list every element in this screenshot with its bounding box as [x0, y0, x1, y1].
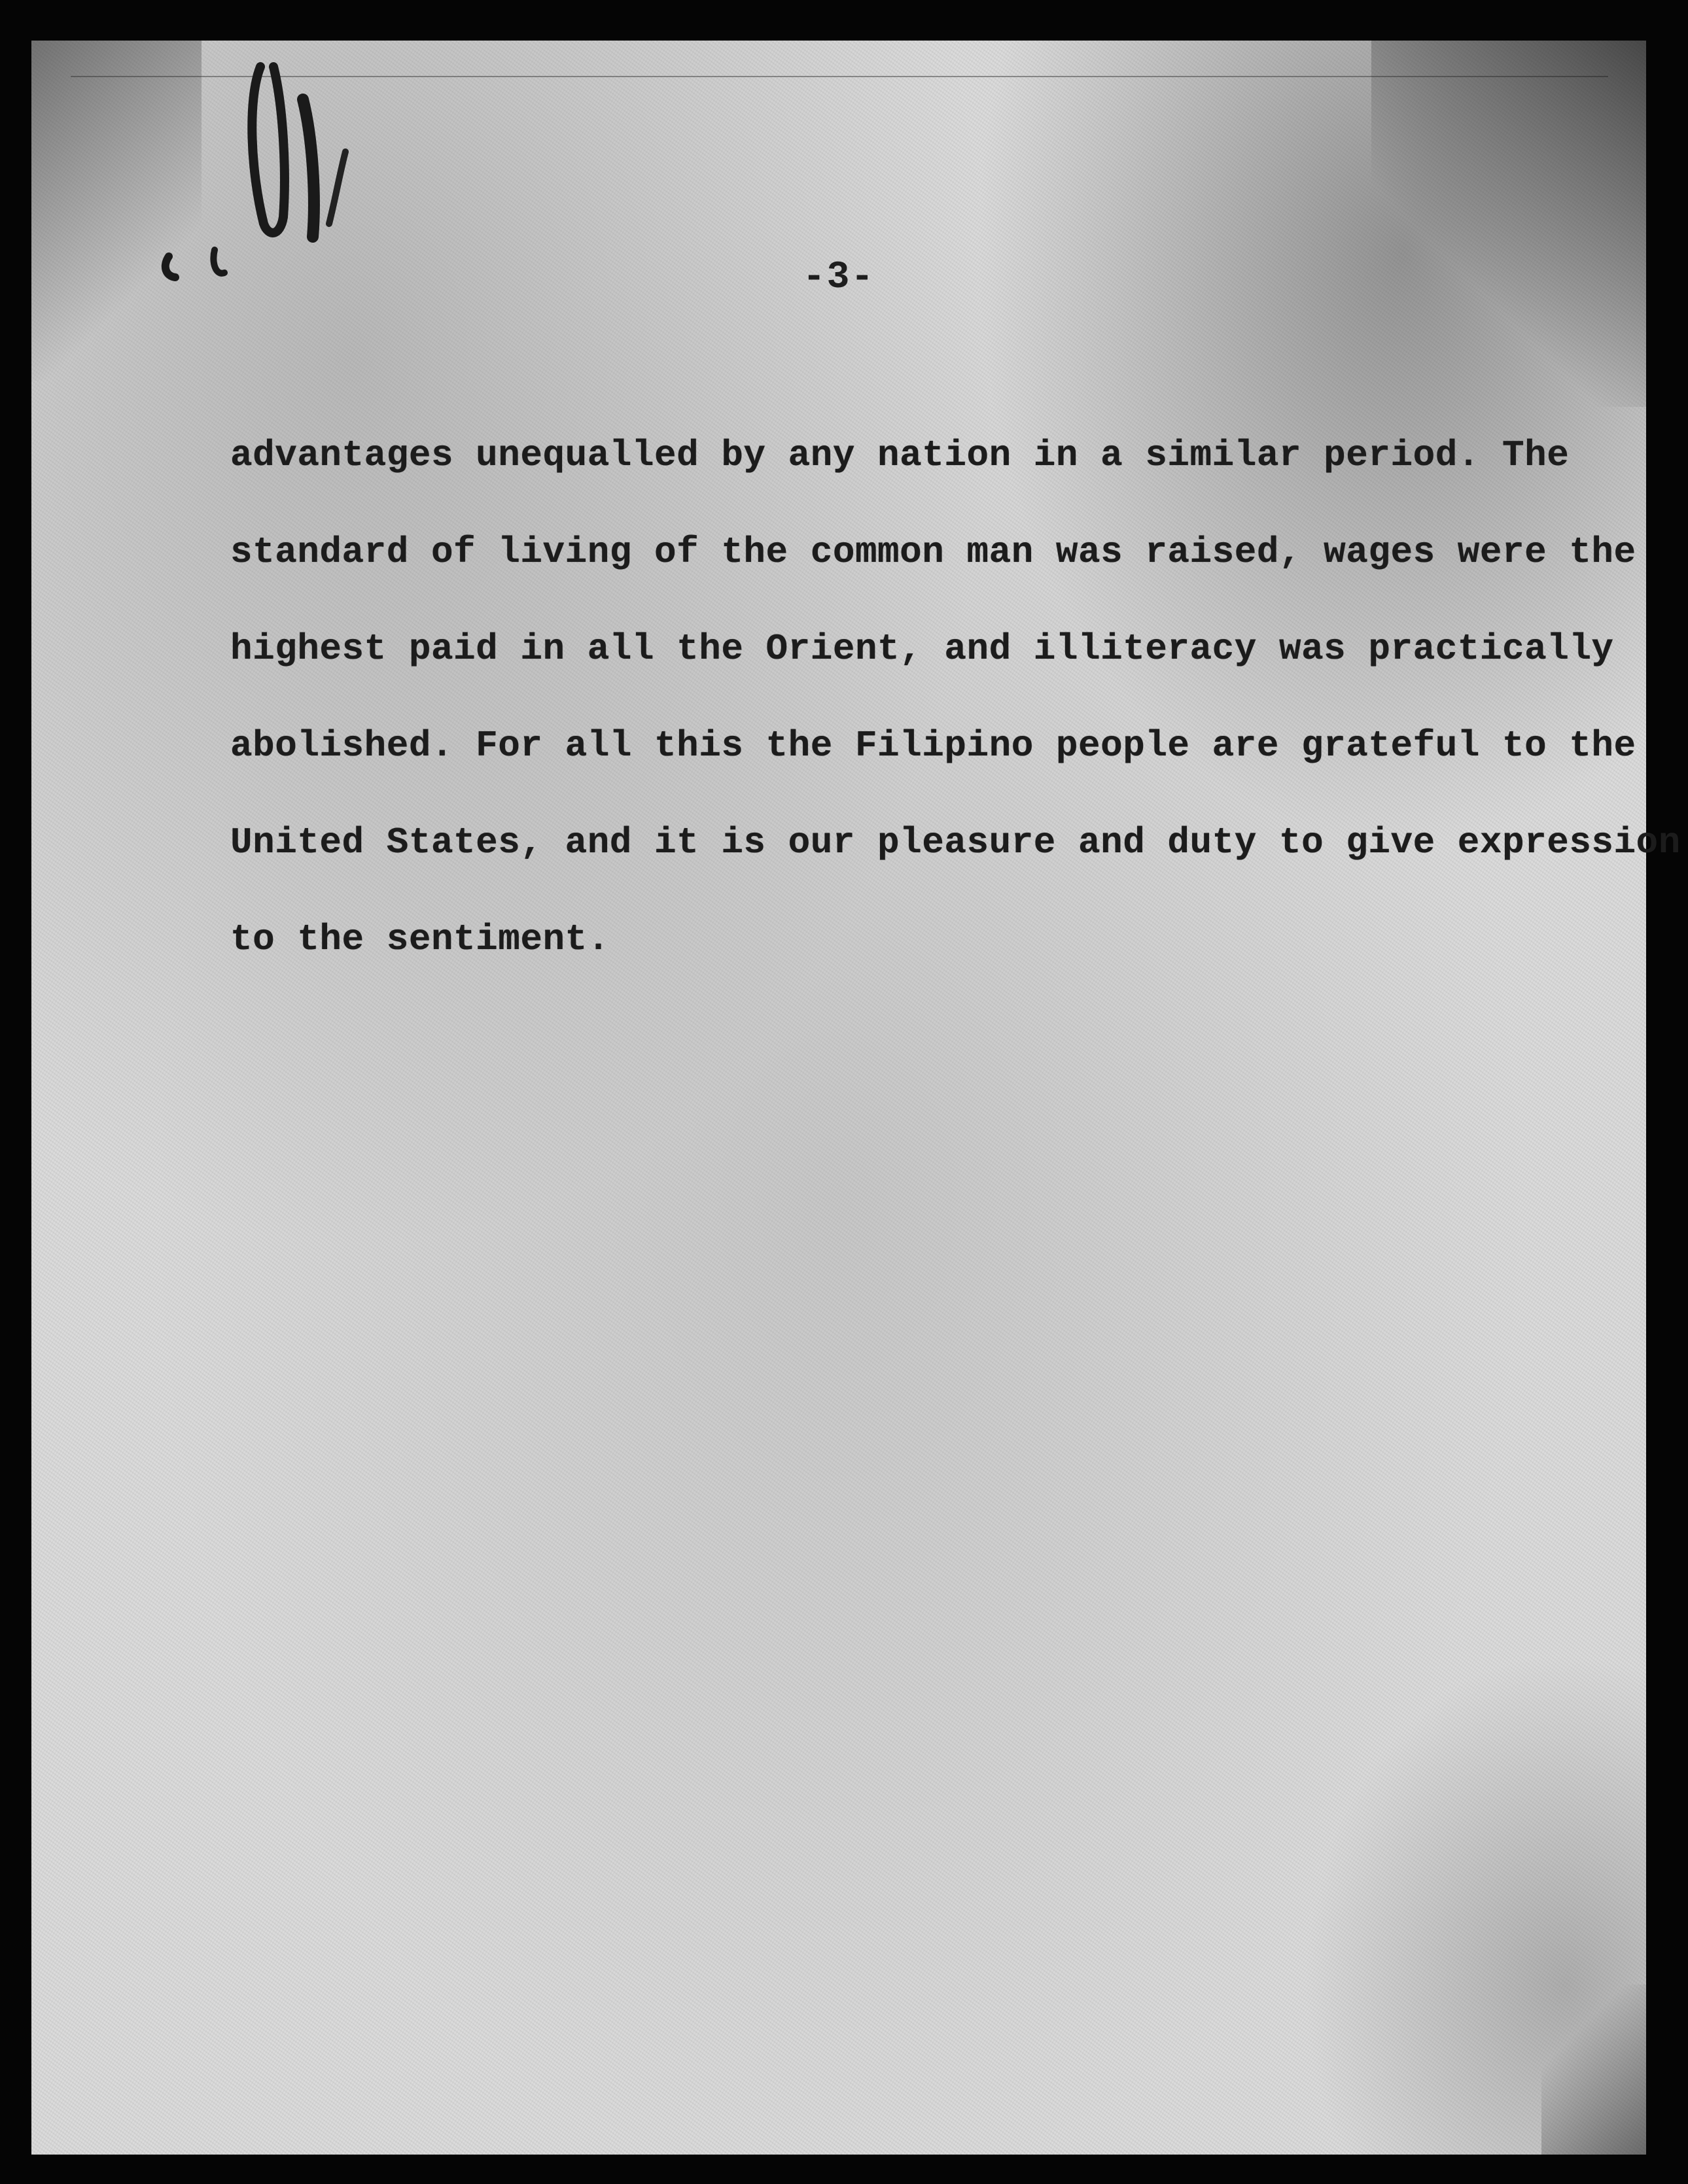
text-line: highest paid in all the Orient, and illiteracy was practically [230, 628, 1614, 670]
document-page [31, 41, 1681, 2155]
body-text [230, 407, 1681, 988]
text-line: standard of living of the common man was raised, wages were the [230, 531, 1636, 573]
bottom-right-shadow [1541, 1985, 1646, 2155]
text-line: United States, and it is our pleasure and duty to give expression [230, 822, 1681, 863]
top-right-shadow [1371, 41, 1646, 407]
page-number: -3- [802, 256, 875, 299]
text-line: abolished. For all this the Filipino people are grateful to the [230, 725, 1636, 767]
text-line: advantages unequalled by any nation in a similar period. The [230, 434, 1570, 476]
text-line: to the sentiment. [230, 918, 610, 960]
